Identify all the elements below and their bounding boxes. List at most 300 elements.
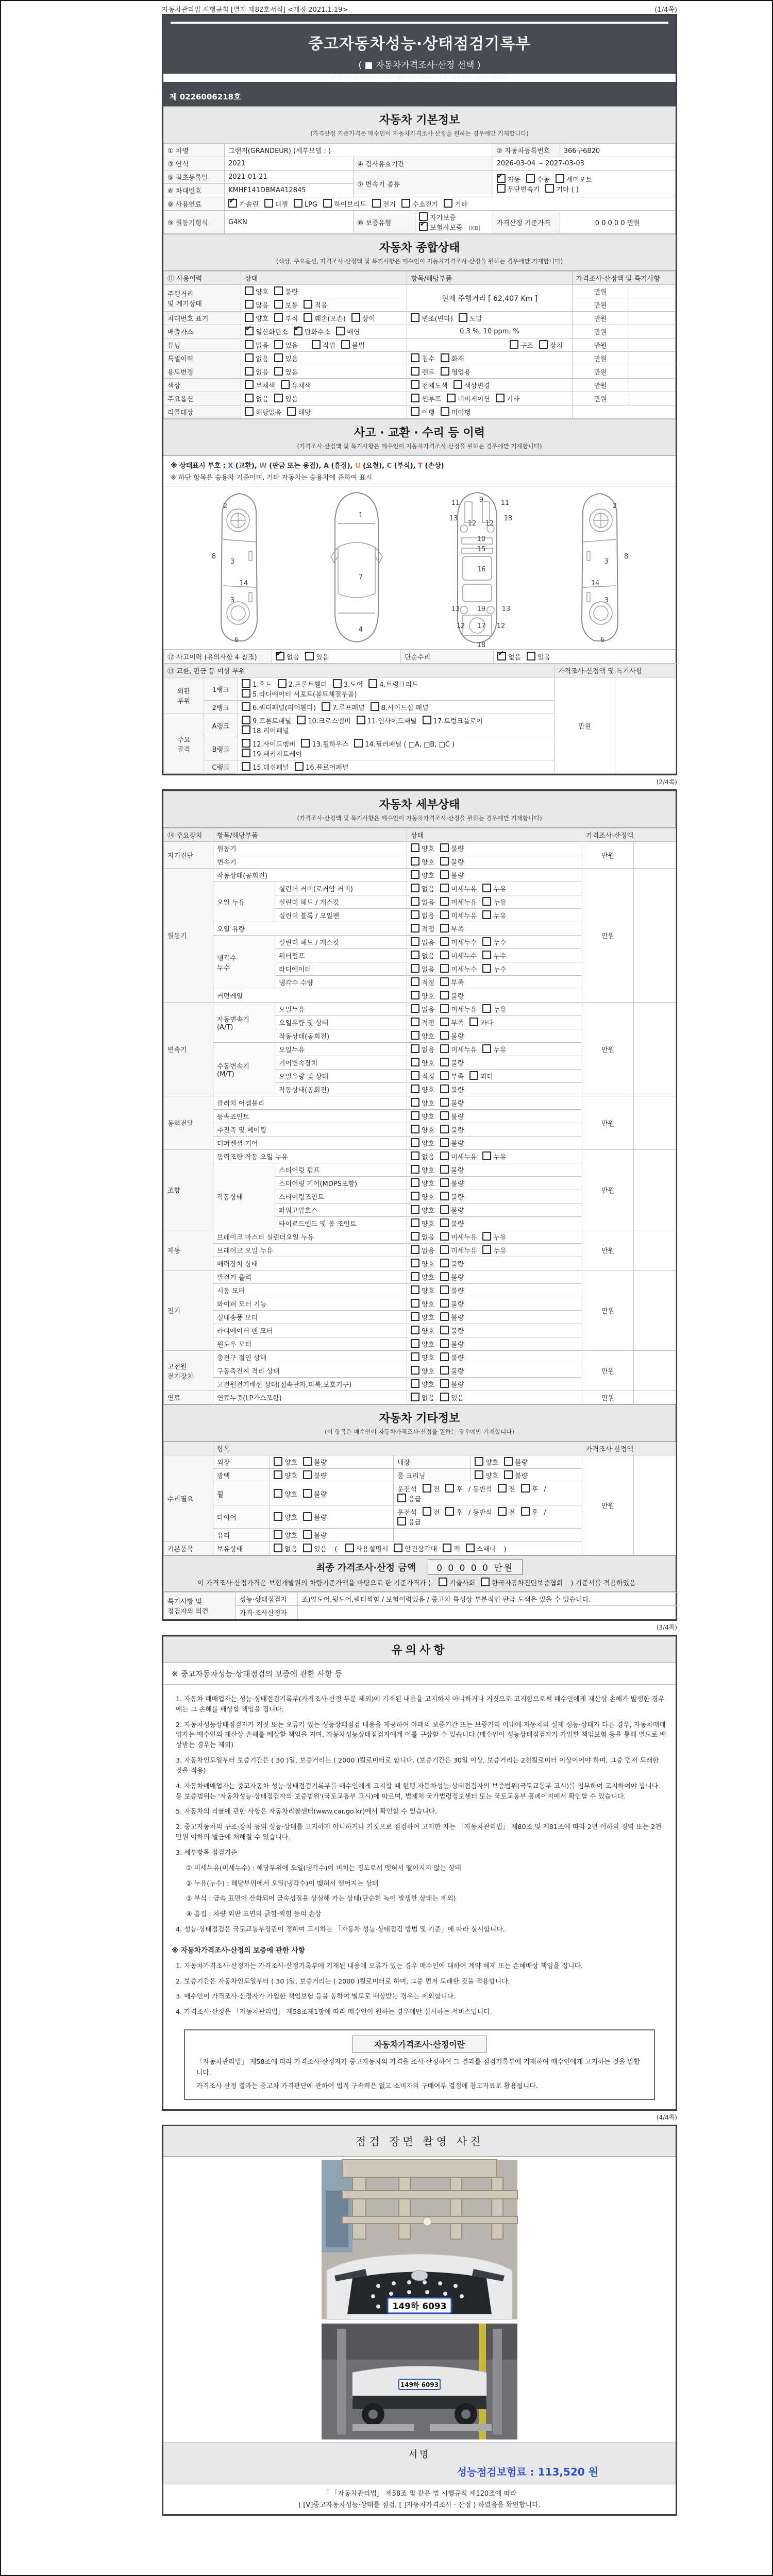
checkbox[interactable]: [440, 1272, 449, 1281]
table-cell: 브레이크 오일 누유: [213, 1244, 407, 1257]
checkbox[interactable]: [303, 1470, 312, 1479]
checkbox-option: 미세누유: [440, 1154, 477, 1161]
checkbox[interactable]: [497, 652, 506, 660]
checkbox[interactable]: [482, 884, 491, 892]
checkbox[interactable]: [441, 367, 449, 376]
checkbox[interactable]: [323, 199, 332, 208]
checkbox-option: 네비게이션: [447, 396, 490, 403]
notice-item: 5. 자동차의 리콜에 관한 사항은 자동차리콜센터(www.car.go.kr)에서 확인할 수 있습니다.: [176, 1808, 438, 1816]
checkbox[interactable]: [440, 1151, 449, 1160]
row-label: A랭크: [204, 714, 238, 737]
checkbox[interactable]: [440, 1352, 449, 1361]
checkbox[interactable]: [440, 1393, 449, 1401]
checkbox[interactable]: [245, 327, 254, 335]
checkbox[interactable]: [274, 286, 283, 295]
checkbox[interactable]: [440, 857, 449, 866]
checkbox[interactable]: [411, 1071, 419, 1080]
checkbox[interactable]: [440, 951, 449, 959]
checkbox[interactable]: [423, 1507, 431, 1516]
checkbox-option: 부족: [440, 1020, 464, 1027]
checkbox[interactable]: [411, 1044, 419, 1053]
checkbox[interactable]: [440, 1366, 449, 1375]
checkbox[interactable]: [411, 884, 419, 892]
checkbox[interactable]: [453, 380, 462, 389]
checkbox[interactable]: [440, 1285, 449, 1294]
table-cell: 오일누유: [275, 1043, 407, 1056]
checkbox[interactable]: [440, 1326, 449, 1334]
checkbox[interactable]: [295, 762, 304, 771]
row-label: 용도변경: [164, 365, 241, 379]
confirmation-line-2: ( [Ⅴ]중고자동차성능·상태를 점검, [ ]자동차가격조사 · 산정 ) 하였음을 확인합니다.: [298, 2501, 541, 2509]
checkbox-option: 14.필러패널 ( □A, □B, □C ): [354, 741, 455, 749]
checkbox[interactable]: [281, 380, 290, 389]
checkbox[interactable]: [545, 184, 554, 193]
checkbox[interactable]: [245, 380, 254, 389]
checkbox[interactable]: [440, 964, 449, 973]
checkbox[interactable]: [242, 749, 250, 757]
checkbox-cell: [241, 312, 407, 325]
checkbox[interactable]: [482, 910, 491, 919]
checkbox[interactable]: [336, 327, 345, 335]
checkbox[interactable]: [411, 843, 419, 852]
checkbox[interactable]: [440, 1138, 449, 1147]
checkbox[interactable]: [242, 702, 250, 711]
checkbox[interactable]: [274, 1530, 282, 1539]
checkbox[interactable]: [440, 977, 449, 986]
field-label-engine-type: ⑨ 원동기형식: [164, 211, 225, 234]
checkbox[interactable]: [411, 1004, 419, 1013]
checkbox[interactable]: [304, 313, 312, 322]
checkbox[interactable]: [441, 353, 449, 362]
checkbox[interactable]: [411, 1259, 419, 1267]
checkbox[interactable]: [411, 1111, 419, 1120]
price-evaluation-box-lines: [185, 2056, 654, 2098]
checkbox-option: 양호: [411, 1140, 434, 1148]
checkbox[interactable]: [440, 1084, 449, 1093]
svg-text:3: 3: [604, 597, 609, 604]
svg-text:1: 1: [359, 512, 363, 519]
table-cell: 만원: [582, 1096, 634, 1150]
checkbox[interactable]: [481, 1578, 490, 1586]
checkbox[interactable]: [440, 1018, 449, 1026]
checkbox[interactable]: [397, 1517, 406, 1526]
checkbox[interactable]: [411, 1326, 419, 1334]
checkbox[interactable]: [245, 286, 254, 295]
checkbox[interactable]: [440, 870, 449, 879]
checkbox[interactable]: [440, 1379, 449, 1388]
checkbox[interactable]: [411, 857, 419, 866]
checkbox[interactable]: [274, 340, 283, 349]
svg-text:16: 16: [477, 566, 486, 573]
checkbox-option: 이행: [411, 409, 434, 417]
checkbox[interactable]: [264, 199, 273, 208]
warranty-options: [415, 211, 493, 234]
base-price-label: 가격산정 기준가격: [493, 211, 560, 234]
checkbox[interactable]: [274, 313, 283, 322]
field-value-reg-no: 366구6820: [560, 144, 675, 157]
checkbox[interactable]: [411, 951, 419, 959]
checkbox[interactable]: [419, 222, 428, 231]
checkbox[interactable]: [482, 1151, 491, 1160]
checkbox-cell: [394, 1482, 582, 1505]
checkbox-option: 미세누유: [440, 1247, 477, 1255]
checkbox-option: 9.프론트패널: [242, 718, 291, 725]
checkbox[interactable]: [294, 199, 303, 208]
checkbox[interactable]: [242, 716, 250, 724]
notice-item: 4. 자동차매매업자는 중고자동차 성능·상태점검기록부를 매수인에게 고지할 때 현행 자동차성능·상태점검자의 보증범위(국토교통부 고시)를 첨부하여 고지하여야 합니다. 동 보증범위는 '자동차성능·상태점검자의 보증범위'(국토교통부 고시)에 따르며, 법제처 국가법령정보센터 또는 국토교통부 홈페이지에서 확인할 수 있습니다.: [176, 1782, 661, 1801]
row-label: 가격·조사산정자: [236, 1606, 298, 1619]
checkbox[interactable]: [274, 367, 283, 376]
checkbox[interactable]: [411, 1165, 419, 1174]
checkbox[interactable]: [411, 991, 419, 999]
checkbox[interactable]: [440, 1218, 449, 1227]
checkbox[interactable]: [411, 1272, 419, 1281]
checkbox[interactable]: [242, 739, 250, 748]
checkbox[interactable]: [397, 1494, 406, 1502]
checkbox[interactable]: [245, 300, 254, 309]
checkbox[interactable]: [411, 1285, 419, 1294]
checkbox[interactable]: [498, 1484, 507, 1493]
checkbox[interactable]: [411, 1125, 419, 1133]
checkbox[interactable]: [527, 652, 535, 660]
checkbox[interactable]: [444, 199, 452, 208]
checkbox[interactable]: [274, 353, 283, 362]
checkbox[interactable]: [294, 327, 303, 335]
table-cell: 만원: [582, 1455, 634, 1555]
checkbox[interactable]: [411, 367, 419, 376]
legend-part: (부식),: [392, 462, 418, 470]
checkbox[interactable]: [411, 1205, 419, 1214]
checkbox[interactable]: [411, 1379, 419, 1388]
checkbox[interactable]: [274, 1544, 282, 1552]
checkbox[interactable]: [443, 1544, 451, 1552]
field-value-engine-type: G4KN: [225, 211, 354, 234]
table-cell: 구동축전지 격리 상태: [213, 1364, 407, 1378]
checkbox[interactable]: [312, 340, 321, 349]
checkbox[interactable]: [322, 702, 330, 711]
checkbox[interactable]: [411, 1339, 419, 1348]
checkbox-option: 있음: [305, 654, 329, 662]
checkbox[interactable]: [333, 679, 342, 688]
checkbox[interactable]: [521, 1507, 530, 1516]
checkbox[interactable]: [440, 1125, 449, 1133]
checkbox[interactable]: [496, 394, 505, 402]
row-label: 단순수리: [401, 650, 494, 664]
checkbox[interactable]: [482, 937, 491, 946]
checkbox[interactable]: [411, 870, 419, 879]
checkbox-cell: [407, 909, 582, 922]
checkbox[interactable]: [445, 1484, 454, 1493]
checkbox[interactable]: [440, 1098, 449, 1107]
checkbox-cell: [407, 895, 582, 909]
checkbox-option: 불량: [440, 1341, 464, 1349]
checkbox-option: 부식: [274, 315, 298, 323]
checkbox-cell: [407, 1284, 582, 1297]
row-label: 특기사항 및 점검자의 의견: [164, 1592, 236, 1619]
status-code-note: ※ 하단 항목은 승용차 기준이며, 기타 자동차는 승용차에 준하여 표시: [163, 471, 676, 486]
checkbox[interactable]: [303, 1489, 312, 1498]
checkbox[interactable]: [274, 1470, 282, 1479]
checkbox[interactable]: [368, 679, 377, 688]
checkbox[interactable]: [482, 897, 491, 906]
checkbox-option: 불량: [440, 1087, 464, 1094]
checkbox[interactable]: [274, 394, 283, 402]
checkbox[interactable]: [440, 1312, 449, 1321]
checkbox[interactable]: [303, 1457, 312, 1466]
checkbox[interactable]: [440, 1339, 449, 1348]
checkbox-option: 없음: [411, 912, 434, 920]
checkbox[interactable]: [440, 1192, 449, 1200]
checkbox-option: 양호: [274, 1472, 297, 1480]
checkbox[interactable]: [475, 1470, 483, 1479]
checkbox-cell: [407, 962, 582, 976]
car-damage-diagram: [163, 486, 676, 650]
checkbox[interactable]: [372, 199, 381, 208]
table-cell: 와이퍼 모터 기능: [213, 1297, 407, 1311]
checkbox-option: 전: [423, 1486, 440, 1494]
table-cell: [634, 1003, 676, 1096]
legend-part: T: [418, 462, 423, 470]
checkbox[interactable]: [441, 407, 449, 416]
checkbox[interactable]: [440, 910, 449, 919]
checkbox[interactable]: [245, 313, 254, 322]
checkbox-cell: [407, 1297, 582, 1311]
checkbox[interactable]: [497, 184, 506, 193]
checkbox[interactable]: [371, 702, 379, 711]
checkbox[interactable]: [245, 407, 254, 416]
checkbox[interactable]: [411, 1098, 419, 1107]
checkbox[interactable]: [274, 1457, 282, 1466]
checkbox-option: 적음: [304, 302, 327, 310]
checkbox[interactable]: [440, 1245, 449, 1254]
checkbox[interactable]: [526, 174, 535, 183]
checkbox[interactable]: [440, 884, 449, 892]
checkbox[interactable]: [411, 1366, 419, 1375]
checkbox[interactable]: [287, 407, 296, 416]
checkbox[interactable]: [521, 1484, 530, 1493]
checkbox[interactable]: [276, 652, 284, 660]
checkbox[interactable]: [242, 689, 250, 698]
table-cell: [629, 379, 675, 392]
legend-part: (요철),: [360, 462, 387, 470]
checkbox-option: 누유: [482, 1154, 506, 1161]
checkbox[interactable]: [357, 716, 365, 724]
checkbox[interactable]: [411, 380, 419, 389]
row-label: 2랭크: [204, 701, 238, 714]
checkbox[interactable]: [242, 762, 250, 771]
checkbox[interactable]: [440, 1071, 449, 1080]
checkbox-option: 있음: [527, 654, 550, 662]
checkbox[interactable]: [341, 340, 350, 349]
checkbox[interactable]: [440, 924, 449, 933]
checkbox[interactable]: [482, 1245, 491, 1254]
checkbox[interactable]: [411, 1031, 419, 1040]
row-label: 배출가스: [164, 325, 241, 338]
checkbox[interactable]: [439, 1578, 447, 1586]
legend-part: U: [355, 462, 361, 470]
table-cell: ⑪ 사용이력: [164, 272, 241, 285]
checkbox[interactable]: [440, 1299, 449, 1308]
checkbox[interactable]: [445, 1507, 454, 1516]
checkbox-option: 양호: [411, 1087, 434, 1094]
checkbox[interactable]: [411, 1058, 419, 1066]
checkbox[interactable]: [504, 1457, 513, 1466]
checkbox[interactable]: [466, 1544, 475, 1552]
checkbox[interactable]: [482, 1004, 491, 1013]
checkbox[interactable]: [411, 353, 419, 362]
inline-text: ) 기준서를 적용하였음: [568, 1580, 636, 1587]
checkbox[interactable]: [411, 964, 419, 973]
checkbox[interactable]: [245, 367, 254, 376]
checkbox[interactable]: [498, 1507, 507, 1516]
checkbox[interactable]: [411, 1138, 419, 1147]
checkbox-option: 전: [498, 1509, 515, 1517]
checkbox[interactable]: [510, 340, 518, 349]
checkbox[interactable]: [411, 1232, 419, 1241]
comprehensive-title: 자동차 종합상태: [379, 242, 460, 255]
notice-item: ④ 흠집 : 차량 외판 표면의 긁힘·찍힘 등의 손상: [186, 1910, 322, 1919]
checkbox[interactable]: [447, 394, 456, 402]
checkbox-option: 수동: [526, 176, 550, 184]
checkbox[interactable]: [411, 1393, 419, 1401]
checkbox[interactable]: [411, 1178, 419, 1187]
row-label: 변속기: [164, 1003, 213, 1096]
checkbox[interactable]: [411, 977, 419, 986]
checkbox[interactable]: [440, 1031, 449, 1040]
checkbox[interactable]: [245, 353, 254, 362]
checkbox[interactable]: [440, 937, 449, 946]
checkbox[interactable]: [482, 1044, 491, 1053]
checkbox[interactable]: [411, 1312, 419, 1321]
checkbox[interactable]: [411, 1018, 419, 1026]
checkbox[interactable]: [245, 394, 254, 402]
checkbox[interactable]: [469, 1071, 478, 1080]
checkbox[interactable]: [459, 313, 467, 322]
checkbox[interactable]: [440, 1205, 449, 1214]
checkbox[interactable]: [440, 1004, 449, 1013]
checkbox[interactable]: [440, 1259, 449, 1267]
checkbox[interactable]: [411, 394, 419, 402]
checkbox[interactable]: [411, 1299, 419, 1308]
checkbox[interactable]: [411, 910, 419, 919]
checkbox[interactable]: [440, 991, 449, 999]
checkbox[interactable]: [411, 1218, 419, 1227]
checkbox-option: 누유: [482, 1234, 506, 1242]
checkbox-cell: [238, 760, 554, 774]
checkbox[interactable]: [305, 652, 314, 660]
checkbox-cell: [407, 1003, 582, 1016]
row-label: 타이어: [213, 1505, 270, 1529]
checkbox[interactable]: [411, 313, 419, 322]
notice-item: 4. 성능·상태점검은 국토교통부장관이 정하여 고시하는 「자동차 성능·상태점검 방법 및 기준」에 따라 실시합니다.: [176, 1926, 505, 1934]
checkbox-option: 전: [498, 1486, 515, 1494]
checkbox[interactable]: [242, 725, 250, 734]
checkbox[interactable]: [303, 1530, 312, 1539]
checkbox[interactable]: [482, 1232, 491, 1241]
checkbox[interactable]: [228, 199, 237, 208]
checkbox[interactable]: [440, 1165, 449, 1174]
row-label: 조향: [164, 1150, 213, 1230]
checkbox-option: 6.쿼더패널(리어휀다): [242, 704, 316, 712]
checkbox[interactable]: [482, 951, 491, 959]
checkbox[interactable]: [423, 716, 431, 724]
checkbox[interactable]: [274, 300, 283, 309]
checkbox[interactable]: [245, 340, 254, 349]
checkbox[interactable]: [278, 679, 287, 688]
checkbox[interactable]: [475, 1457, 483, 1466]
checkbox[interactable]: [351, 313, 360, 322]
detail-title: 자동차 세부상태: [379, 799, 460, 811]
checkbox[interactable]: [411, 1084, 419, 1093]
checkbox[interactable]: [556, 174, 564, 183]
checkbox-cell: [407, 976, 582, 989]
checkbox[interactable]: [440, 1058, 449, 1066]
svg-text:13: 13: [503, 515, 513, 522]
checkbox-option: 기타: [496, 396, 519, 403]
checkbox-option: 미세누유: [440, 899, 477, 907]
inspection-insurance-fee: 성능점검보험료 : 113,520 원: [457, 2465, 598, 2478]
checkbox[interactable]: [304, 300, 312, 309]
checkbox[interactable]: [482, 964, 491, 973]
checkbox[interactable]: [411, 1245, 419, 1254]
checkbox[interactable]: [345, 1544, 354, 1552]
checkbox-option: 없음: [245, 369, 268, 377]
checkbox[interactable]: [354, 739, 363, 748]
checkbox[interactable]: [401, 199, 410, 208]
field-value-year: 2021: [225, 157, 354, 171]
legend-part: (흠집),: [329, 462, 356, 470]
checkbox[interactable]: [469, 1018, 478, 1026]
svg-text:10: 10: [477, 535, 486, 543]
checkbox[interactable]: [440, 843, 449, 852]
checkbox[interactable]: [411, 897, 419, 906]
checkbox[interactable]: [242, 679, 250, 688]
checkbox[interactable]: [303, 1512, 312, 1521]
table-cell: [634, 1096, 676, 1150]
checkbox-option: 18.리어패널: [242, 727, 289, 735]
checkbox[interactable]: [297, 716, 306, 724]
notice-items: [163, 1685, 676, 2022]
checkbox[interactable]: [411, 1352, 419, 1361]
checkbox[interactable]: [497, 174, 506, 183]
checkbox-option: 있음: [274, 355, 298, 363]
checkbox[interactable]: [440, 897, 449, 906]
checkbox[interactable]: [394, 1544, 402, 1552]
photo-front-view: [322, 2160, 517, 2319]
document-title: 중고자동차성능·상태점검기록부: [308, 35, 531, 53]
checkbox[interactable]: [411, 1192, 419, 1200]
notice-item: 3. 세부항목 점검기준: [176, 1849, 238, 1857]
checkbox-cell: [407, 1070, 582, 1083]
checkbox[interactable]: [440, 1178, 449, 1187]
checkbox[interactable]: [301, 739, 310, 748]
checkbox[interactable]: [411, 924, 419, 933]
checkbox[interactable]: [411, 1151, 419, 1160]
checkbox[interactable]: [303, 1544, 312, 1552]
checkbox[interactable]: [274, 1512, 282, 1521]
checkbox[interactable]: [411, 937, 419, 946]
checkbox[interactable]: [411, 407, 419, 416]
checkbox-option: 미세누수: [440, 953, 477, 960]
table-cell: 0.3 %, 10 ppm, %: [407, 325, 572, 338]
checkbox[interactable]: [440, 1232, 449, 1241]
checkbox[interactable]: [423, 1484, 431, 1493]
checkbox[interactable]: [274, 1489, 282, 1498]
checkbox[interactable]: [539, 340, 548, 349]
checkbox[interactable]: [440, 1111, 449, 1120]
checkbox[interactable]: [440, 1044, 449, 1053]
checkbox[interactable]: [504, 1470, 513, 1479]
